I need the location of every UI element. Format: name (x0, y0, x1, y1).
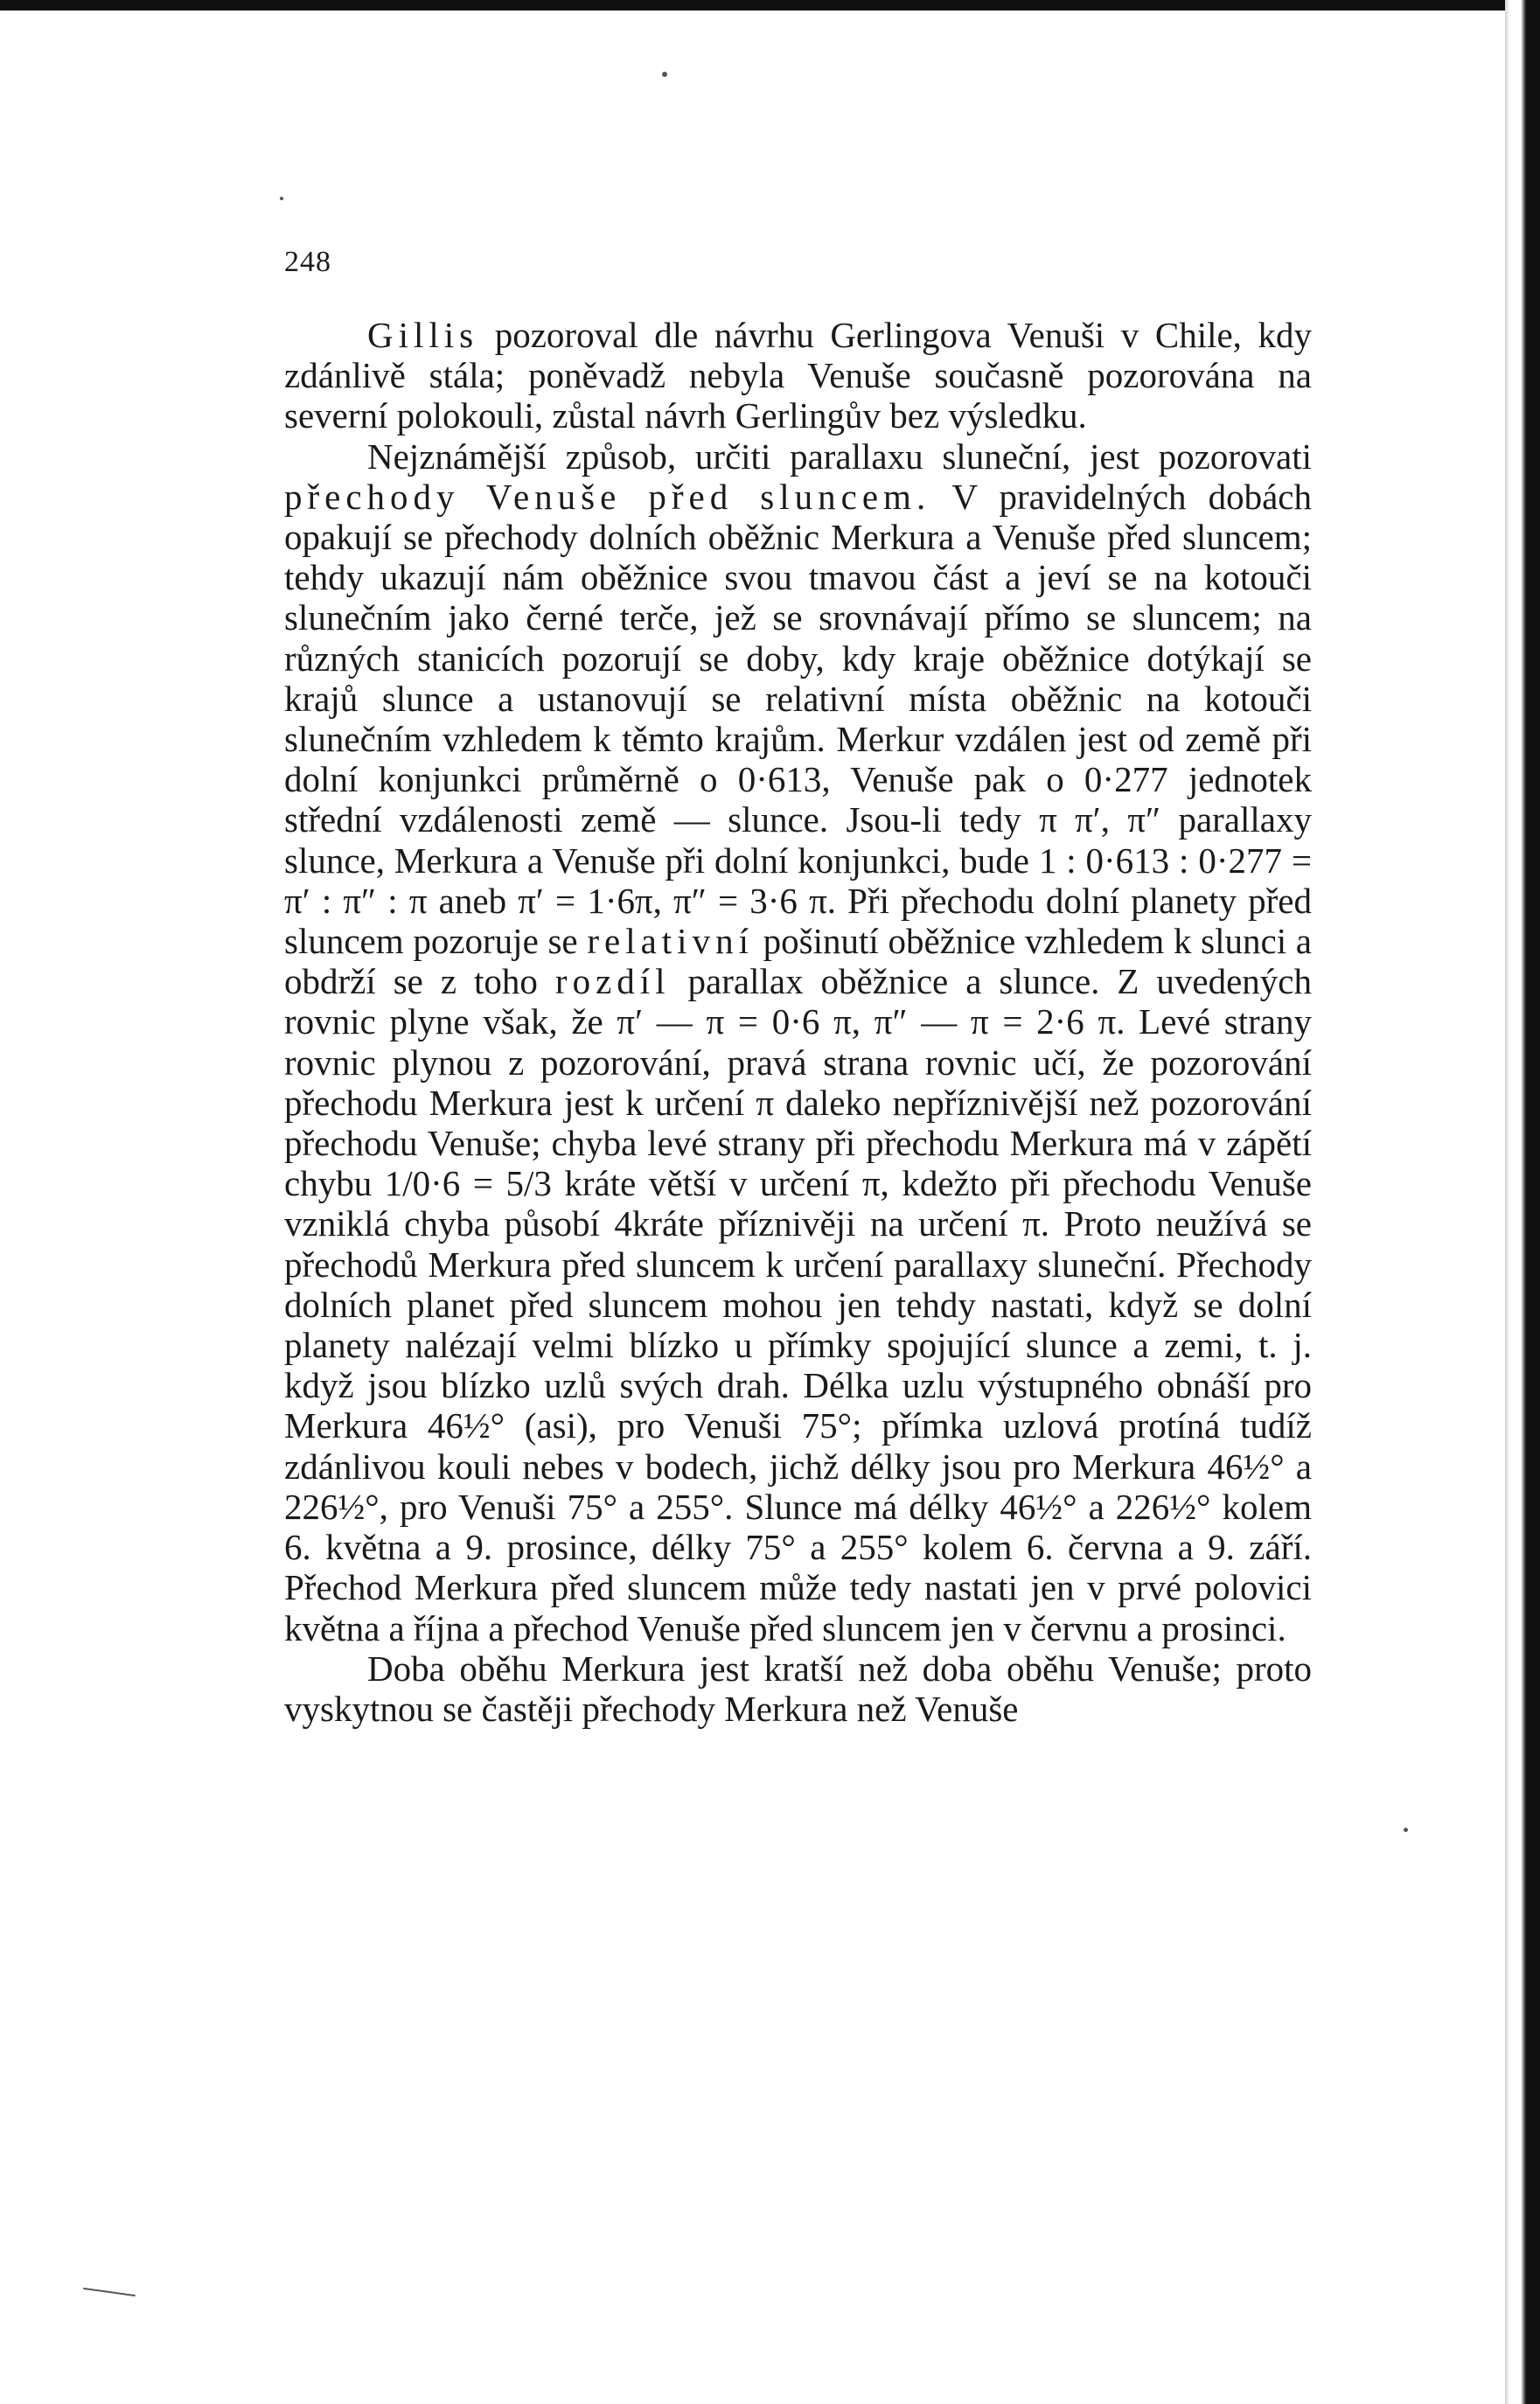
scan-speck (280, 197, 283, 200)
emphasized-term: relativní (587, 921, 754, 962)
scan-border-top (0, 0, 1540, 10)
scan-speck (1404, 1828, 1408, 1832)
paragraph-3 (284, 1648, 1312, 1729)
paragraph-2 (284, 436, 1312, 1648)
paragraph-1 (284, 315, 1312, 436)
author-name: Gillis (367, 315, 479, 355)
paragraph-text: V pravidelných dobách opakují se přechody dolních oběžnic Merkura a Venuše před sluncem; tehdy ukazují nám oběžnice svou tmavou část a jeví se na kotouči slunečním jako černé terče, jež se srovnávají přímo se sluncem; na různých stanicích pozorují se doby, kdy kraje oběžnice dotýkají se krajů slunce a ustanovují se relativní místa oběžnic na kotouči slunečním vzhledem k těmto krajům. Merkur vzdálen jest od země při dolní konjunkci průměrně o 0·613, Venuše pak o 0·277 jednotek střední vzdálenosti země — slunce. Jsou-li tedy π π′, π″ parallaxy slunce, Merkura a Venuše při dolní konjunkci, bude 1 : 0·613 : 0·277 = π′ : π″ : π aneb π′ = 1·6π, π″ = 3·6 π. Při přechodu dolní planety před sluncem pozoruje se (284, 476, 1312, 962)
scan-speck (662, 72, 667, 77)
scan-mark (83, 2288, 136, 2296)
paragraph-text: Doba oběhu Merkura jest kratší než doba oběhu Venuše; proto vyskytnou se častěji přechody Merkura než Venuše (284, 1648, 1312, 1729)
scan-border-right (1505, 0, 1540, 2404)
emphasized-term: přechody Venuše před sluncem. (284, 476, 931, 517)
paragraph-text: parallax oběžnice a slunce. Z uvedených rovnic plyne však, že π′ — π = 0·6 π, π″ — π = 2·6 π. Levé strany rovnic plynou z pozorování, pravá strana rovnic učí, že pozorování přechodu Merkura jest k určení π daleko nepříznivější než pozorování přechodu Venuše; chyba levé strany při přechodu Merkura má v zápětí chybu 1/0·6 = 5/3 kráte větší v určení π, kdežto při přechodu Venuše vzniklá chyba působí 4kráte příznivěji na určení π. Proto neužívá se přechodů Merkura před sluncem k určení parallaxy sluneční. Přechody dolních planet před sluncem mohou jen tehdy nastati, když se dolní planety nalézají velmi blízko u přímky spojující slunce a zemi, t. j. když jsou blízko uzlů svých drah. Délka uzlu výstupného obnáší pro Merkura 46½° (asi), pro Venuši 75°; přímka uzlová protíná tudíž zdánlivou kouli nebes v bodech, jichž délky jsou pro Merkura 46½° a 226½°, pro Venuši 75° a 255°. Slunce má délky 46½° a 226½° kolem 6. května a 9. prosince, délky 75° a 255° kolem 6. června a 9. září. Přechod Merkura před sluncem může tedy nastati jen v prvé polovici května a října a přechod Venuše před sluncem jen v červnu a prosinci. (284, 961, 1312, 1648)
paragraph-text: pozoroval dle návrhu Gerlingova Venuši v Chile, kdy zdánlivě stála; poněvadž nebyla Venuše současně pozorována na severní polokouli, zůstal návrh Gerlingův bez výsledku. (284, 315, 1312, 436)
book-page (284, 245, 1312, 1729)
page-number: 248 (284, 246, 331, 278)
paragraph-text: pošinutí oběžnice vzhledem k slunci a obdrží se z toho (284, 921, 1312, 1002)
paragraph-text: Nejznámější způsob, určiti parallaxu sluneční, jest pozorovati (367, 436, 1312, 477)
emphasized-term: rozdíl (554, 961, 671, 1002)
